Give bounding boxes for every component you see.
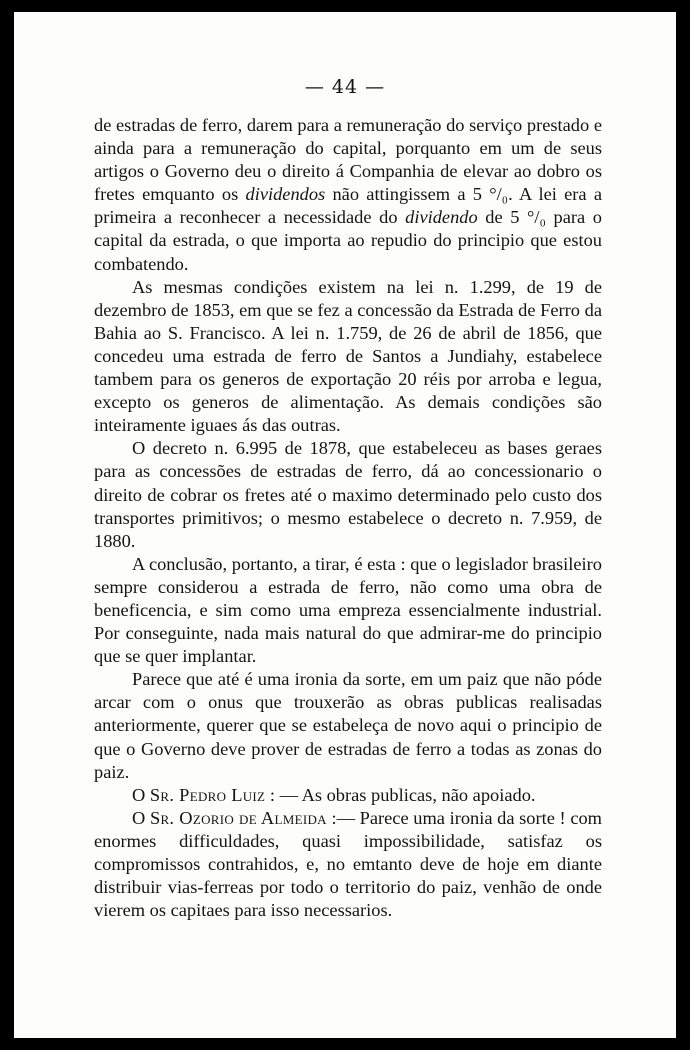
paragraph [94, 114, 602, 276]
text-run: : — As obras publicas, não apoiado. [265, 784, 536, 805]
italic-term: dividendos [245, 184, 326, 205]
text-run: não attingissem a 5 °/₀. A lei era a primeira a reconhecer a necessidade do [94, 184, 602, 228]
page-number: — 44 — [304, 76, 386, 98]
speaker-name: Sr. Pedro Luiz [149, 784, 266, 805]
text-run: de estradas de ferro, darem para a remuneração do serviço prestado e ainda para a remuneração do capital, porquanto em um de seus artigos o Governo deu o direito á Companhia de elevar ao dobro os fretes emquanto os [94, 115, 602, 205]
italic-term: dividendo [405, 207, 478, 228]
page [14, 12, 676, 1038]
text-run: As mesmas condições existem na lei n. 1.299, de 19 de dezembro de 1853, em que se fez a concessão da Estrada de Ferro da Bahia ao S. Francisco. A lei n. 1.759, de 26 de abril de 1856, que concedeu uma estrada de ferro de Santos a Jundiahy, estabelece tambem para os generos de exportação 20 réis por arroba e legua, excepto os generos de alimentação. As demais condições são inteiramente iguaes ás das outras. [94, 276, 602, 436]
text-run: O decreto n. 6.995 de 1878, que estabeleceu as bases geraes para as concessões de estradas de ferro, dá ao concessionario o direito de cobrar os fretes até o maximo determinado pelo custo dos transportes primitivos; o mesmo estabelece o decreto n. 7.959, de 1880. [94, 438, 602, 551]
paragraph [94, 668, 602, 783]
paragraph [94, 784, 602, 807]
paragraph [94, 553, 602, 668]
text-run: A conclusão, portanto, a tirar, é esta : que o legislador brasileiro sempre considerou a estrada de ferro, não como uma obra de beneficencia, e sim como uma empreza essencialmente industrial. Por conseguinte, nada mais natural do que admirar-me do principio que se quer implantar. [94, 553, 602, 667]
paragraph [94, 437, 602, 552]
text-run: de 5 °/₀ para o capital da estrada, o que importa ao repudio do principio que estou combatendo. [94, 207, 602, 274]
text-run: :— Parece uma ironia da sorte ! com enormes difficuldades, quasi impossibilidade, satisfaz os compromissos contrahidos, e, no emtanto deve de hoje em diante distribuir vias-ferreas por todo o territorio do paiz, venhão de onde vierem os capitaes para isso necessarios. [94, 807, 602, 921]
text-run: Parece que até é uma ironia da sorte, em um paiz que não póde arcar com o onus que trouxerão as obras publicas realisadas anteriormente, querer que se estabeleça de novo aqui o principio de que o Governo deve prover de estradas de ferro a todas as zonas do paiz. [94, 669, 602, 782]
text-run: O [132, 807, 150, 828]
paragraph [94, 807, 602, 922]
text-run: O [132, 784, 150, 805]
body-text [94, 114, 602, 922]
paragraph [94, 276, 602, 438]
speaker-name: Sr. Ozorio de Almeida [149, 807, 327, 828]
